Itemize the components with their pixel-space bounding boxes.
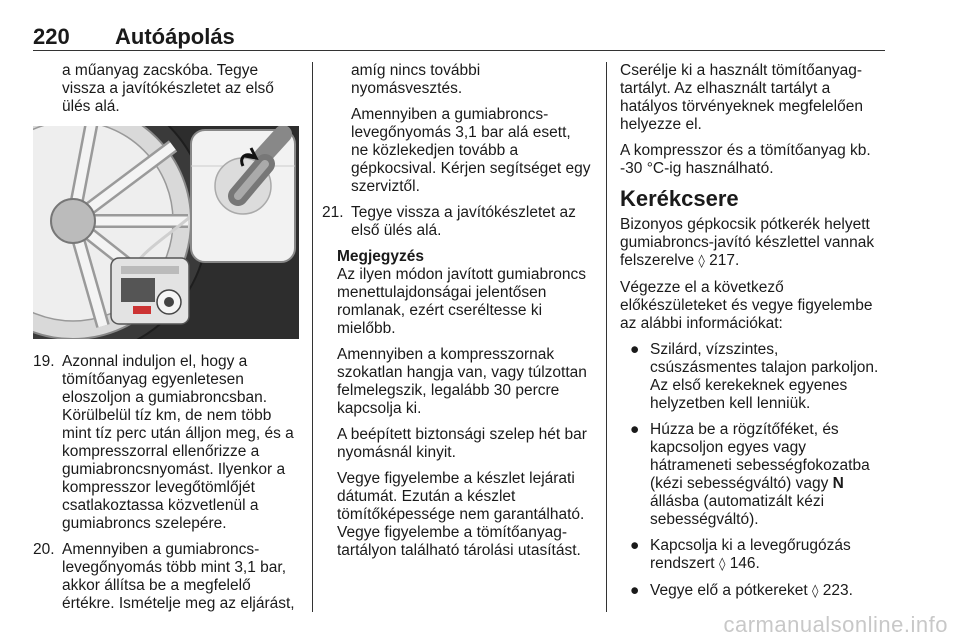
note-block — [322, 248, 592, 560]
steps-list — [33, 353, 303, 613]
page-ref: 223. — [822, 582, 853, 599]
section-heading: Kerékcsere — [620, 186, 739, 211]
paragraph: A kompresszor és a tömítőanyag kb. -30 °C-ig használható. — [620, 142, 871, 177]
bullet-text: Szilárd, vízszintes, csúszásmentes talajon parkoljon. Az első kerekeknek egyenes helyzetben kell lenniük. — [650, 341, 879, 412]
paragraph: Végezze el a következő előkészületeket és vegye figyelembe az alábbi információkat: — [620, 279, 873, 332]
bullet-text: Kapcsolja ki a levegőrugózás rendszert — [650, 537, 851, 572]
gear-position: N — [832, 475, 844, 492]
page-ref-icon: ◊ — [718, 557, 726, 572]
step-20-continued: amíg nincs további nyomásvesztés. — [351, 62, 481, 97]
list-item — [620, 537, 888, 574]
bullet-icon: ● — [630, 537, 640, 554]
list-item — [322, 204, 592, 240]
tyre-repair-illustration — [33, 126, 299, 339]
bullet-text: állásba (automatizált kézi sebességváltó). — [650, 493, 825, 528]
step-number: 20. — [33, 541, 55, 558]
list-item — [620, 341, 888, 413]
note-paragraph: Vegye figyelembe a készlet lejárati dátumát. Ezután a készlet tömítőképessége nem garantálható. Vegye figyelembe a tömítőanyag-tartályon található tárolási utasítást. — [337, 470, 585, 559]
page-number: 220 — [33, 24, 70, 49]
section-title: Autóápolás — [115, 24, 235, 49]
column-divider-1 — [312, 62, 313, 612]
step-20-paragraph: Amennyiben a gumiabroncs-levegőnyomás 3,1 bar alá esett, ne közlekedjen tovább a gépkocsival. Kérjen segítséget egy szerviztől. — [351, 106, 591, 195]
paragraph-text: Bizonyos gépkocsik pótkerék helyett gumiabroncs-javító készlettel vannak felszerelve — [620, 216, 875, 269]
bullet-list — [620, 341, 888, 601]
bullet-icon: ● — [630, 582, 640, 599]
steps-list — [322, 204, 592, 240]
bullet-text: Húzza be a rögzítőféket, és kapcsoljon egyes vagy hátrameneti sebességfokozatba (kézi sebességváltó) vagy — [650, 421, 870, 492]
wheel-compressor-drawing — [33, 126, 299, 339]
paragraph: Cserélje ki a használt tömítőanyag-tartályt. Az elhasznált tartályt a hatályos törvényeknek megfelelően helyezze el. — [620, 62, 863, 133]
paragraph — [620, 216, 888, 271]
list-item — [620, 421, 888, 529]
intro-text: a műanyag zacskóba. Tegye vissza a javítókészletet az első ülés alá. — [62, 62, 274, 115]
watermark: carmanualsonline.info — [723, 612, 948, 637]
bullet-text: Vegye elő a pótkereket — [650, 582, 808, 599]
bullet-icon: ● — [630, 421, 640, 438]
column-2 — [322, 62, 592, 568]
note-paragraph: Az ilyen módon javított gumiabroncs menettulajdonságai jelentősen romlanak, ezért cseréltesse ki mielőbb. — [337, 266, 586, 337]
compressor-icon — [111, 258, 189, 324]
step-text: Amennyiben a gumiabroncs-levegőnyomás több mint 3,1 bar, akkor állítsa be a megfelelő értékre. Ismételje meg az eljárást, — [62, 541, 295, 612]
list-item — [620, 582, 888, 601]
step-number: 19. — [33, 353, 55, 370]
column-divider-2 — [606, 62, 607, 612]
page-header — [33, 0, 885, 50]
column-1 — [33, 62, 303, 621]
bullet-icon: ● — [630, 341, 640, 358]
page-ref: 217. — [709, 252, 740, 269]
list-item — [33, 353, 303, 533]
step-text: Tegye vissza a javítókészletet az első ülés alá. — [351, 204, 576, 239]
column-3 — [620, 62, 888, 609]
note-paragraph: A beépített biztonsági szelep hét bar nyomásnál kinyit. — [337, 426, 587, 461]
page-ref-icon: ◊ — [698, 254, 705, 269]
step-number: 21. — [322, 204, 344, 221]
valve-detail-inset — [191, 130, 295, 262]
note-paragraph: Amennyiben a kompresszornak szokatlan hangja van, vagy túlzottan felmelegszik, legalább 30 percre kapcsolja ki. — [337, 346, 587, 417]
page-ref-icon: ◊ — [812, 584, 819, 599]
step-text: Azonnal induljon el, hogy a tömítőanyag egyenletesen eloszoljon a gumiabroncsban. Körülbelül tíz km, de nem több mint tíz perc után álljon meg, és a kompresszorral ellenőrizze a gumiabroncsnyomást. Ilyenkor a kompresszor levegőtömlőjét csatlakoztassa közvetlenül a gumiabroncs szelepére. — [62, 353, 294, 532]
page-ref: 146. — [729, 555, 760, 572]
header-rule — [33, 50, 885, 51]
note-title: Megjegyzés — [337, 248, 425, 265]
list-item — [33, 541, 303, 613]
